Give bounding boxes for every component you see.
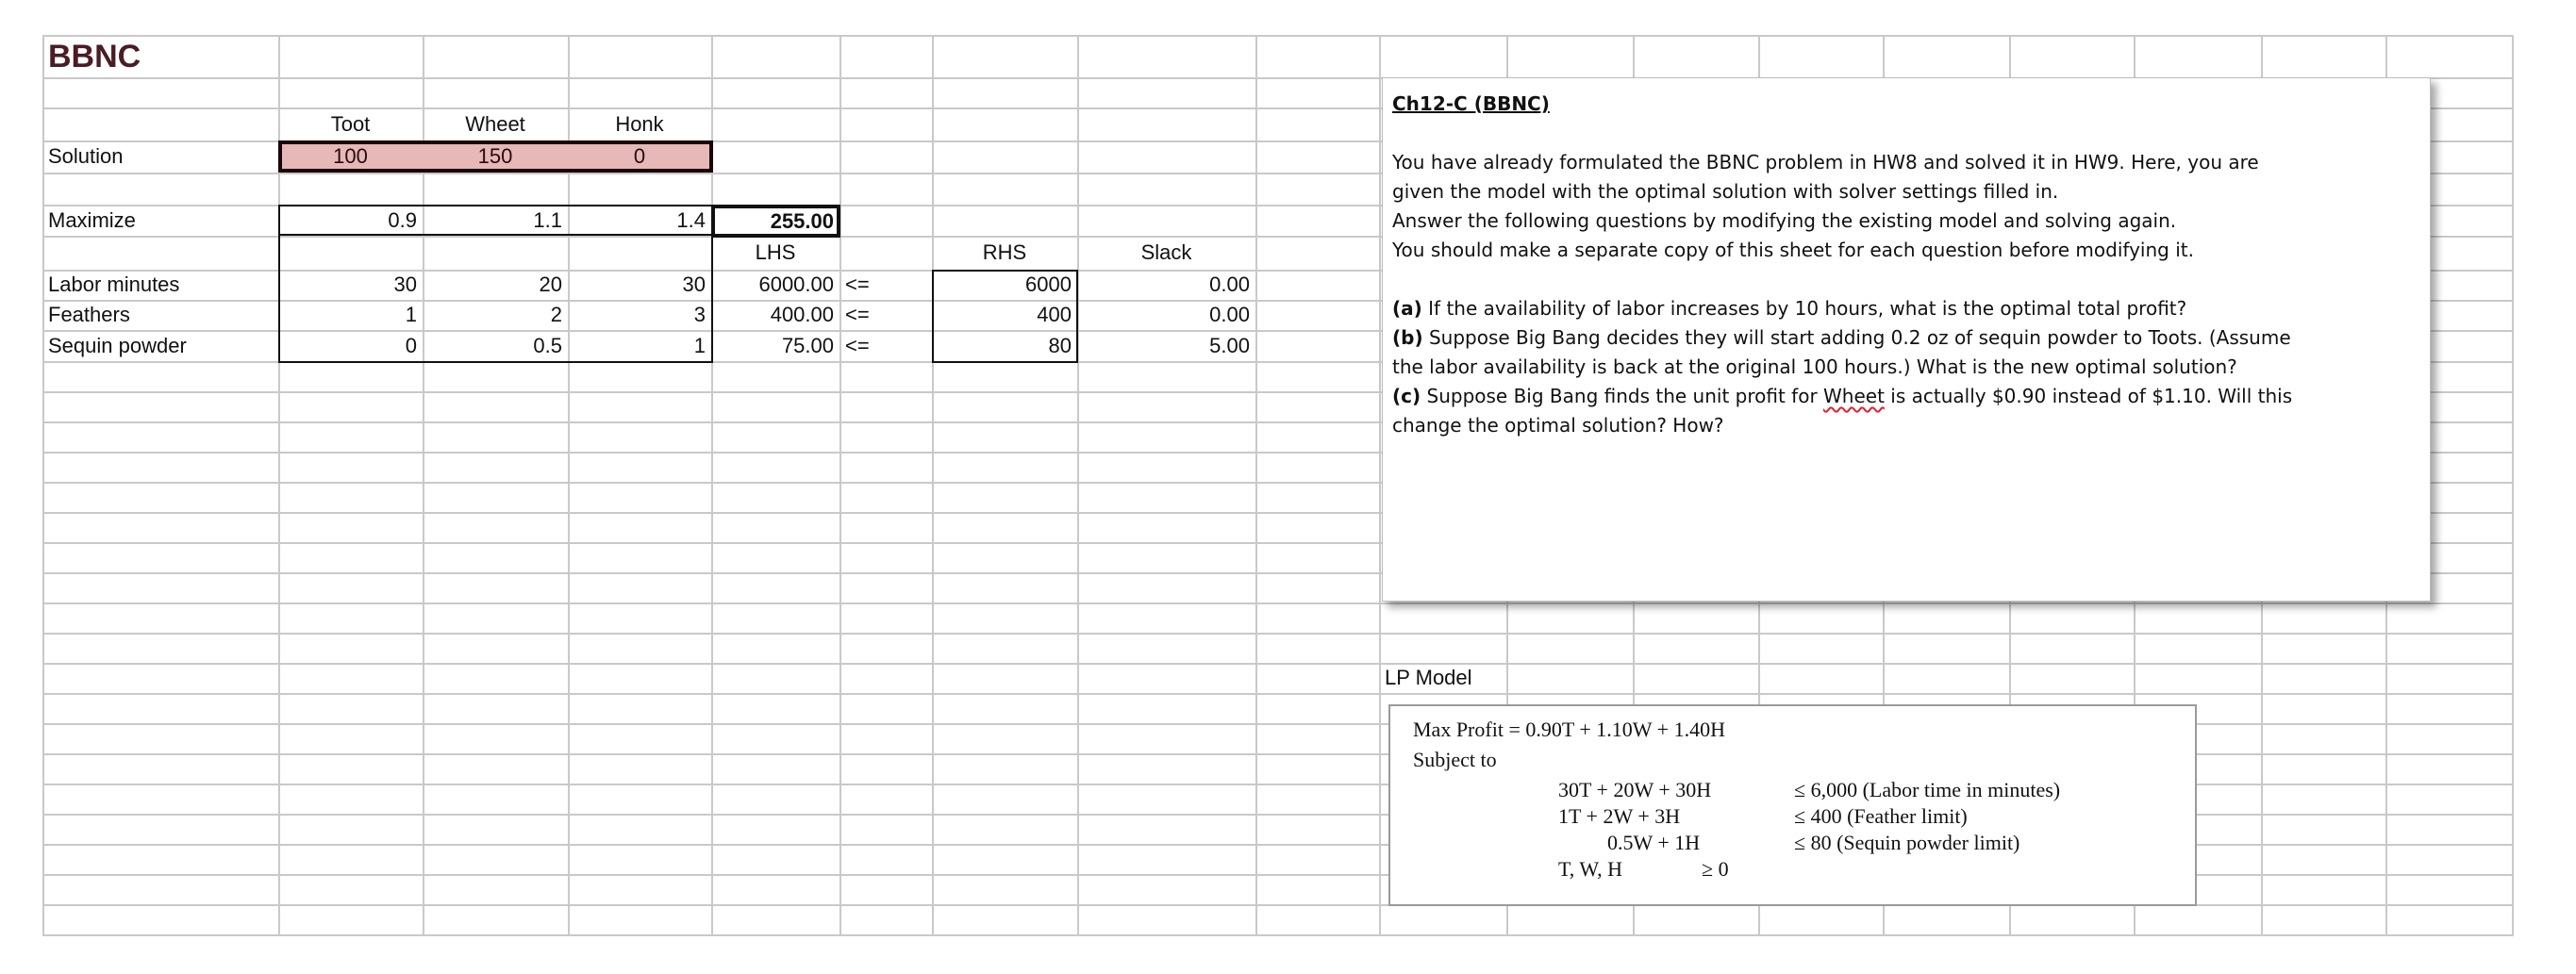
grid-column-line xyxy=(932,35,934,936)
lp-subject-to: Subject to xyxy=(1413,748,1497,771)
grid-row-line xyxy=(42,603,2514,604)
lp-constraint-lhs: 1T + 2W + 3H xyxy=(1558,804,1681,828)
intro-line: You have already formulated the BBNC problem in HW8 and solved it in HW9. Here, you are xyxy=(1392,151,2259,173)
grid-row-line xyxy=(42,934,2514,936)
coef-wheet[interactable]: 0.5 xyxy=(533,333,562,357)
solution-toot[interactable]: 100 xyxy=(333,144,368,168)
grid-column-line xyxy=(839,35,841,936)
intro-line: You should make a separate copy of this sheet for each question before modifying it. xyxy=(1392,239,2194,261)
coef-wheet[interactable]: 20 xyxy=(539,272,562,296)
slack-value[interactable]: 0.00 xyxy=(1209,272,1250,296)
question-tag: (b) xyxy=(1392,326,1423,349)
lp-nonneg-vars: T, W, H xyxy=(1558,857,1623,881)
constraint-label[interactable]: Labor minutes xyxy=(48,272,180,296)
rhs-value[interactable]: 80 xyxy=(1048,333,1072,357)
question-a xyxy=(1392,294,2420,323)
lp-model-label[interactable]: LP Model xyxy=(1385,666,1472,689)
rhs-value[interactable]: 6000 xyxy=(1025,272,1072,296)
question-tag: (a) xyxy=(1392,297,1422,320)
coef-toot[interactable]: 0 xyxy=(405,333,417,357)
constraint-label[interactable]: Sequin powder xyxy=(48,333,187,357)
lp-constraint-rhs: ≤ 400 (Feather limit) xyxy=(1794,804,1968,828)
coef-honk[interactable]: 3 xyxy=(693,303,706,326)
solution-label[interactable]: Solution xyxy=(48,144,124,168)
lhs-value[interactable]: 400.00 xyxy=(770,303,834,326)
lp-constraint-lhs: 30T + 20W + 30H xyxy=(1558,778,1712,801)
grid-row-line xyxy=(42,663,2514,665)
question-text: Suppose Big Bang decides they will start adding 0.2 oz of sequin powder to Toots. (Assume xyxy=(1428,326,2291,349)
grid-column-line xyxy=(1255,35,1257,936)
grid-row-line xyxy=(42,693,2514,695)
grid-column-line xyxy=(1077,35,1079,936)
solution-wheet[interactable]: 150 xyxy=(477,144,513,168)
lhs-header[interactable]: LHS xyxy=(755,240,796,264)
lp-model-box[interactable] xyxy=(1388,704,2197,906)
sheet-title[interactable]: BBNC xyxy=(48,38,141,74)
rhs-header[interactable]: RHS xyxy=(982,240,1027,264)
lhs-value[interactable]: 75.00 xyxy=(781,333,834,357)
coef-toot[interactable]: 30 xyxy=(393,272,417,296)
intro-line: given the model with the optimal solution with solver settings filled in. xyxy=(1392,180,2059,203)
coef-honk[interactable]: 30 xyxy=(682,272,706,296)
constraint-sign[interactable]: <= xyxy=(845,272,870,296)
maximize-label[interactable]: Maximize xyxy=(48,207,136,232)
question-text: If the availability of labor increases by 10 hours, what is the optimal total profit? xyxy=(1428,297,2187,320)
spacer xyxy=(1392,265,2420,294)
header-wheet[interactable]: Wheet xyxy=(465,111,525,136)
question-c xyxy=(1392,382,2420,411)
lp-objective: Max Profit = 0.90T + 1.10W + 1.40H xyxy=(1413,718,1725,741)
constraint-sign[interactable]: <= xyxy=(845,303,870,326)
coef-toot[interactable]: 1 xyxy=(405,303,417,326)
lp-constraint-rhs: ≤ 80 (Sequin powder limit) xyxy=(1794,831,2020,854)
lhs-value[interactable]: 6000.00 xyxy=(758,272,834,296)
grid-row-line xyxy=(42,633,2514,635)
coef-honk[interactable]: 1 xyxy=(693,333,706,357)
header-honk[interactable]: Honk xyxy=(615,111,664,136)
lp-constraint-rhs: ≤ 6,000 (Labor time in minutes) xyxy=(1794,778,2061,801)
slack-value[interactable]: 5.00 xyxy=(1209,333,1250,357)
question-tag: (c) xyxy=(1392,385,1421,407)
question-b-cont: the labor availability is back at the original 100 hours.) What is the new optimal solution? xyxy=(1392,355,2237,378)
rhs-value[interactable]: 400 xyxy=(1037,303,1072,326)
question-b xyxy=(1392,323,2420,353)
instructions-heading: Ch12-C (BBNC) xyxy=(1392,92,1550,115)
question-text: Suppose Big Bang finds the unit profit for xyxy=(1426,385,1824,407)
objective-total[interactable]: 255.00 xyxy=(770,208,834,233)
instructions-textbox[interactable] xyxy=(1382,77,2431,602)
solution-honk[interactable]: 0 xyxy=(633,144,646,168)
question-c-cont: change the optimal solution? How? xyxy=(1392,414,1724,437)
coef-wheet[interactable]: 2 xyxy=(550,303,562,326)
obj-coef-wheet[interactable]: 1.1 xyxy=(533,207,562,232)
grid-column-line xyxy=(2512,35,2514,936)
grid-row-line xyxy=(42,35,2514,37)
slack-header[interactable]: Slack xyxy=(1140,240,1192,264)
lp-constraint-lhs: 0.5W + 1H xyxy=(1607,831,1701,854)
header-toot[interactable]: Toot xyxy=(330,111,371,136)
constraint-sign[interactable]: <= xyxy=(845,333,870,357)
spellcheck-flagged-word: Wheet xyxy=(1823,385,1885,407)
question-text: is actually $0.90 instead of $1.10. Will this xyxy=(1884,385,2293,407)
obj-coef-honk[interactable]: 1.4 xyxy=(676,207,706,232)
lp-nonneg-relation: ≥ 0 xyxy=(1702,857,1729,881)
obj-coef-toot[interactable]: 0.9 xyxy=(388,207,417,232)
constraint-label[interactable]: Feathers xyxy=(48,303,130,326)
grid-column-line xyxy=(1379,35,1381,936)
intro-line: Answer the following questions by modifying the existing model and solving again. xyxy=(1392,209,2177,232)
slack-value[interactable]: 0.00 xyxy=(1209,303,1250,326)
